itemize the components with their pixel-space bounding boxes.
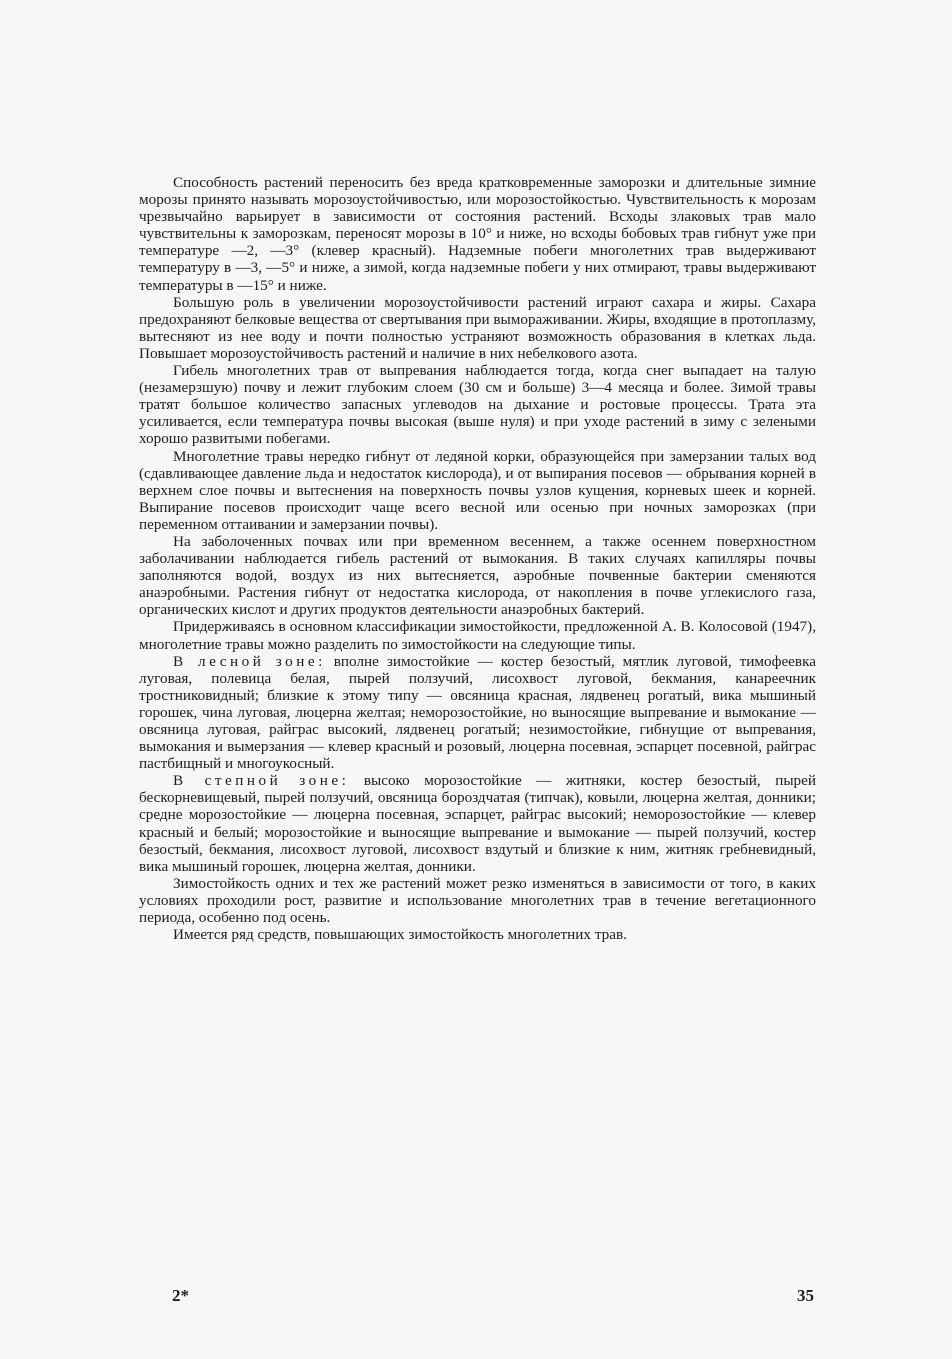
body-text <box>139 174 816 943</box>
paragraph-means: Имеется ряд средств, повышающих зимостойкость многолетних трав. <box>173 926 627 944</box>
paragraph-forest-zone <box>139 653 816 773</box>
forest-zone-text: вполне зимостойкие — костер безостый, мятлик луговой, тимофеевка луговая, полевица белая, пырей ползучий, лисохвост луговой, бекмания, канареечник тростниковидный; близкие к этому типу — овсяница красная, лядвенец рогатый, вика мышиный горошек, чина луговая, люцерна желтая; неморозостойкие, но выносящие выпревание и вымокание — овсяница луговая, райграс высокий, лядвенец рогатый; незимостойкие, гибнущие от выпревания, вымокания и вымерзания — клевер красный и розовый, люцерна посевная, эспарцет посевной, райграс пастбищный и многоукосный. <box>139 652 816 773</box>
paragraph-ice-crust: Многолетние травы нередко гибнут от ледяной корки, образующейся при замерзании талых вод (сдавливающее давление льда и недостаток кислорода), и от выпирания посевов — обрывания корней в верхнем слое почвы и вытеснения на поверхность почвы узлов кущения, корневых шеек и корней. Выпирание посевов происходит чаще всего весной или осенью при ночных заморозках (при переменном оттаивании и замерзании почвы). <box>139 447 816 533</box>
paragraph-classification: Придерживаясь в основном классификации зимостойкости, предложенной А. В. Колосовой (1947), многолетние травы можно разделить по зимостойкости на следующие типы. <box>139 618 816 653</box>
page-number: 35 <box>797 1286 814 1305</box>
paragraph-steppe-zone <box>139 772 816 875</box>
paragraph-sugars-fats: Большую роль в увеличении морозоустойчивости растений играют сахара и жиры. Сахара предохраняют белковые вещества от свертывания при вымораживании. Жиры, входящие в протоплазму, вытесняют из нее воду и почти полностью устраняют возможность образования в клетках льда. Повышает морозоустойчивость растений и наличие в них небелкового азота. <box>139 293 816 362</box>
steppe-zone-label: В степной зоне: <box>173 772 350 790</box>
paragraph-vypreivanie: Гибель многолетних трав от выпревания наблюдается тогда, когда снег выпадает на талую (незамерзшую) почву и лежит глубоким слоем (30 см и больше) 3—4 месяца и более. Зимой травы тратят большое количество запасных углеводов на дыхание и ростовые процессы. Трата эта усиливается, если температура почвы высокая (выше нуля) и при уходе растений в зиму с зелеными хорошо развитыми побегами. <box>139 362 816 448</box>
forest-zone-label: В лесной зоне: <box>173 652 326 670</box>
paragraph-frost-resistance: Способность растений переносить без вреда кратковременные заморозки и длительные зимние морозы принято называть морозоустойчивостью, или морозостойкостью. Чувствительность к морозам чрезвычайно варьирует в зависимости от состояния растений. Всходы злаковых трав мало чувствительны к заморозкам, переносят морозы в 10° и ниже, но всходы бобовых трав гибнут уже при температуре —2, —3° (клевер красный). Надземные побеги многолетних трав выдерживают температуру в —3, —5° и ниже, а зимой, когда надземные побеги у них отмирают, травы выдерживают температуры в —15° и ниже. <box>139 174 816 294</box>
signature-mark: 2* <box>172 1286 189 1305</box>
page-footer <box>0 1286 952 1310</box>
steppe-zone-text: высоко морозостойкие — житняки, костер безостый, пырей бескорневищевый, пырей ползучий, овсяница бороздчатая (типчак), ковыли, люцерна желтая, донники; средне морозостойкие — люцерна посевная, эспарцет, райграс высокий; неморозостойкие — клевер красный и белый; морозостойкие и выносящие выпревание и вымокание — пырей ползучий, костер безостый, бекмания, лисохвост луговой, лисохвост вздутый и близкие к ним, житняк гребневидный, вика мышиный горошек, люцерна желтая, донники. <box>139 772 817 875</box>
paragraph-waterlogging: На заболоченных почвах или при временном весеннем, а также осеннем поверхностном заболачивании наблюдается гибель растений от вымокания. В таких случаях капилляры почвы заполняются водой, воздух из них вытесняется, аэробные почвенные бактерии сменяются анаэробными. Растения гибнут от недостатка кислорода, от накопления в почве углекислого газа, органических кислот и других продуктов деятельности анаэробных бактерий. <box>139 532 816 619</box>
paragraph-conditions: Зимостойкость одних и тех же растений может резко изменяться в зависимости от того, в каких условиях проходили рост, развитие и использование многолетних трав в течение вегетационного периода, особенно под осень. <box>139 874 816 927</box>
